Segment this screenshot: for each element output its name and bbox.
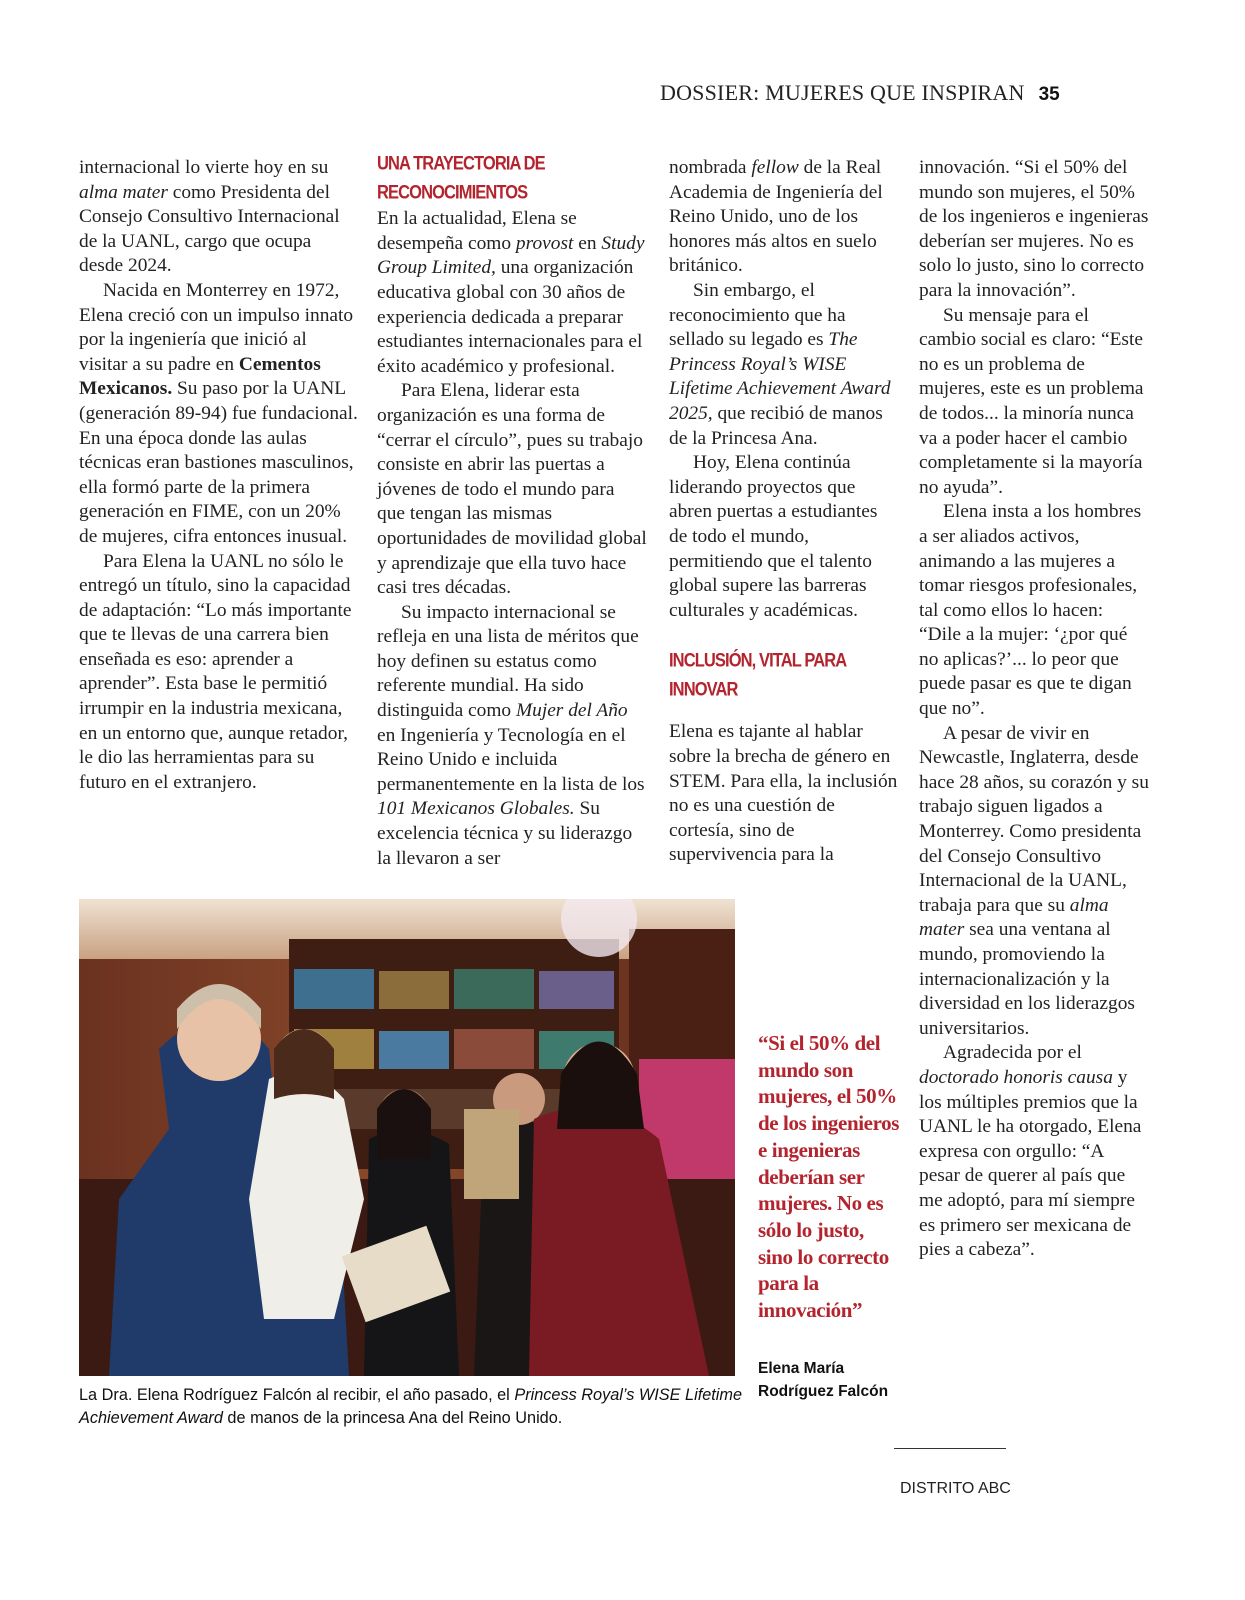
event-photo [79,899,735,1376]
text-run: sea una ventana al mundo, promoviendo la internacionalización y la diversidad en los liderazgos universitarios. [919,919,1135,1039]
paragraph [669,279,899,451]
text-run: Nacida en Monterrey en 1972, Elena creció con un impulso innato por la ingeniería que inició al visitar a su padre en [79,279,354,375]
text-run: A pesar de vivir en Newcastle, Inglaterra, desde hace 28 años, su corazón y su trabajo siguen ligados a Monterrey. Como presidenta del Consejo Consultivo Internacional de la UANL, trabaja para que su [919,722,1149,916]
text-run: Sin embargo, el reconocimiento que ha sellado su legado es [669,279,846,351]
text-run: y los múltiples premios que la UANL le ha otorgado, Elena expresa con orgullo: “A pesar de querer al país que me adoptó, para mí siempre es primero ser mexicana de pies a cabeza”. [919,1066,1142,1261]
page-header [660,80,1080,116]
text-run: en [573,232,602,254]
italic-text: Study Group Limited, [377,232,645,279]
paragraph [79,156,359,279]
page-number: 35 [1038,84,1060,105]
text-run: internacional lo vierte hoy en su [79,157,329,178]
text-run: de la Real Academia de Ingeniería del Reino Unido, uno de los honores más altos en suelo británico. [669,157,883,277]
section-heading: INCLUSIÓN, VITAL PARA INNOVAR [669,650,846,700]
text-run: Elena insta a los hombres a ser aliados activos, animando a las mujeres a tomar riesgos profesionales, tal como ellos lo hacen: “Dile a la mujer: ‘¿por qué no aplicas?’... lo peor que puede pasar es que te digan que no”. [919,501,1142,720]
paragraph [377,601,647,872]
paragraph [669,451,899,623]
text-run: Elena es tajante al hablar sobre la brecha de género en STEM. Para ella, la inclusión no es una cuestión de cortesía, sino de supervivencia para la [669,721,898,866]
italic-text: fellow [751,157,799,178]
section-heading: UNA TRAYECTORIA DE RECONOCIMIENTOS [377,153,545,203]
paragraph [377,379,647,600]
text-run: de manos de la princesa Ana del Reino Unido. [222,1409,563,1427]
italic-text: alma mater [79,181,168,203]
text-run: En la actualidad, Elena se desempeña como [377,208,577,254]
text-run: innovación. “Si el 50% del mundo son mujeres, el 50% de los ingenieros e ingenieras deberían ser mujeres. No es solo lo justo, sino lo correcto para la innovación”. [919,157,1149,301]
italic-text: provost [515,232,574,254]
text-run: Hoy, Elena continúa liderando proyectos que abren puertas a estudiantes de todo el mundo, permitiendo que el talento global supere las barreras culturales y académicas. [669,452,878,621]
photo-caption [79,1384,749,1430]
publication-name: DISTRITO ABC [900,1480,1011,1497]
paragraph [919,304,1149,501]
text-run: Su excelencia técnica y su liderazgo la llevaron a ser [377,798,633,869]
text-run: La Dra. Elena Rodríguez Falcón al recibir, el año pasado, el [79,1386,515,1404]
article-column-3 [669,156,899,868]
paragraph [919,156,1149,304]
article-column-4 [919,156,1149,1263]
article-column-2 [377,150,647,871]
text-run: nombrada [669,157,752,178]
bold-text: Cementos Mexicanos. [79,353,321,400]
pull-quote: “Si el 50% del mundo son mujeres, el 50% de los ingenieros e ingenieras deberían ser mujeres. No es sólo lo justo, sino lo correcto para la innovación” [758,1031,899,1323]
paragraph [377,207,647,379]
italic-text: The Princess Royal’s WISE Lifetime Achievement Award 2025, [669,329,891,424]
text-run: una organización educativa global con 30 años de experiencia dedicada a preparar estudiantes internacionales para el éxito académico y profesional. [377,257,643,377]
pull-quote-author: Elena María Rodríguez Falcón [758,1360,889,1400]
italic-text: alma mater [919,894,1109,941]
paragraph [669,156,899,279]
text-run: Para Elena la UANL no sólo le entregó un título, sino la capacidad de adaptación: “Lo más importante que te llevas de una carrera bien enseñada es eso: aprender a aprender”. Esta base le permitió irrumpir en la industria mexicana, en un entorno que, aunque retador, le dio las herramientas para su futuro en el extranjero. [79,550,352,793]
italic-text: Mujer del Año [515,700,628,722]
paragraph [919,722,1149,1042]
text-run: en Ingeniería y Tecnología en el Reino Unido e incluida permanentemente en la lista de los [377,724,645,795]
paragraph [79,279,359,550]
italic-text: Princess Royal’s WISE Lifetime Achievement Award [79,1386,743,1427]
text-run: Agradecida por el [943,1042,1082,1064]
italic-text: doctorado honoris causa [919,1066,1113,1088]
text-run: Su paso por la UANL (generación 89-94) fue fundacional. En una época donde las aulas técnicas eran bastiones masculinos, ella formó parte de la primera generación en FIME, con un 20% de mujeres, cifra entonces inusual. [79,378,358,547]
text-run: Su impacto internacional se refleja en una lista de méritos que hoy definen su estatus como referente mundial. Ha sido distinguida como [377,601,639,722]
text-run: que recibió de manos de la Princesa Ana. [669,402,883,449]
paragraph [669,720,899,868]
text-run: como Presidenta del Consejo Consultivo Internacional de la UANL, cargo que ocupa desde 2024. [79,181,340,277]
text-run: Para Elena, liderar esta organización es una forma de “cerrar el círculo”, pues su trabajo consiste en abrir las puertas a jóvenes de todo el mundo para que tengan las mismas oportunidades de movilidad global y aprendizaje que ella tuvo hace casi tres décadas. [377,380,647,599]
paragraph [919,1041,1149,1262]
section-title: DOSSIER: MUJERES QUE INSPIRAN [660,80,1025,105]
article-column-1 [79,156,359,795]
text-run: Su mensaje para el cambio social es claro: “Este no es un problema de mujeres, este es un problema de todos... la minoría nunca va a poder hacer el cambio completamente si la mayoría no ayuda”. [919,304,1144,498]
paragraph [79,550,359,796]
italic-text: 101 Mexicanos Globales. [377,798,575,820]
paragraph [919,500,1149,721]
footer-divider [894,1448,1006,1449]
